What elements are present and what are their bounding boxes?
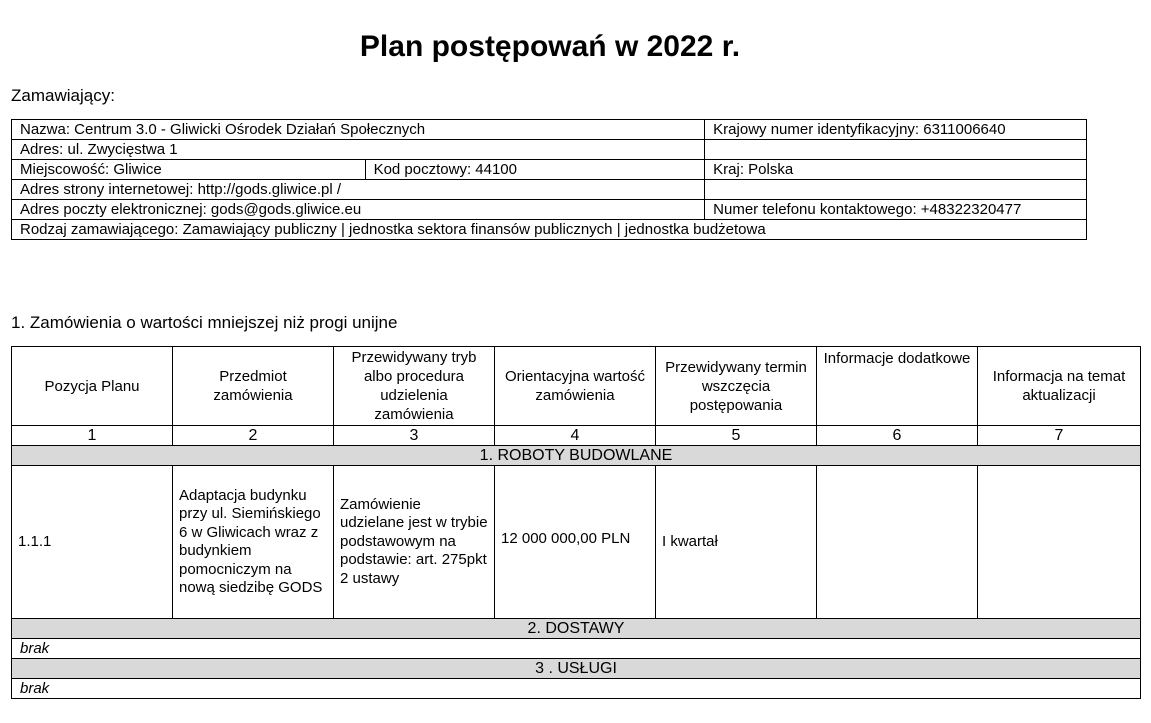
column-number: 1 — [12, 426, 173, 446]
item-aktualizacja — [978, 466, 1141, 619]
column-number: 5 — [656, 426, 817, 446]
info-kod-pocztowy: Kod pocztowy: 44100 — [365, 160, 705, 180]
info-email: Adres poczty elektronicznej: gods@gods.gliwice.eu — [12, 200, 705, 220]
category-row — [12, 446, 1141, 466]
section-heading: 1. Zamówienia o wartości mniejszej niż progi unijne — [11, 313, 398, 332]
info-rodzaj: Rodzaj zamawiającego: Zamawiający publiczny | jednostka sektora finansów publicznych | jednostka budżetowa — [12, 220, 1087, 240]
column-number: 7 — [978, 426, 1141, 446]
info-kraj: Kraj: Polska — [705, 160, 1087, 180]
info-empty-cell — [705, 180, 1087, 200]
table-row — [12, 679, 1141, 699]
category-dostawy: 2. DOSTAWY — [12, 619, 1141, 639]
category-uslugi: 3 . USŁUGI — [12, 659, 1141, 679]
item-tryb: Zamówienie udzielane jest w trybie podstawowym na podstawie: art. 275pkt 2 ustawy — [334, 466, 495, 619]
column-header: Przewidywany termin wszczęcia postępowania — [656, 347, 817, 426]
column-header: Informacje dodatkowe — [817, 347, 978, 426]
zamawiajacy-label: Zamawiający: — [11, 86, 115, 105]
column-number: 3 — [334, 426, 495, 446]
info-nazwa: Nazwa: Centrum 3.0 - Gliwicki Ośrodek Działań Społecznych — [12, 120, 705, 140]
info-krajowy-numer: Krajowy numer identyfikacyjny: 6311006640 — [705, 120, 1087, 140]
zamawiajacy-info-table — [11, 119, 1087, 240]
page-title: Plan postępowań w 2022 r. — [359, 30, 741, 63]
column-header: Pozycja Planu — [12, 347, 173, 426]
category-roboty-budowlane: 1. ROBOTY BUDOWLANE — [12, 446, 1141, 466]
column-header: Przedmiot zamówienia — [173, 347, 334, 426]
info-adres: Adres: ul. Zwycięstwa 1 — [12, 140, 705, 160]
item-pozycja: 1.1.1 — [12, 466, 173, 619]
brak-dostawy: brak — [12, 639, 1141, 659]
column-header: Przewidywany tryb albo procedura udzielenia zamówienia — [334, 347, 495, 426]
item-informacje — [817, 466, 978, 619]
column-number: 4 — [495, 426, 656, 446]
item-termin: I kwartał — [656, 466, 817, 619]
table-row — [12, 639, 1141, 659]
brak-uslugi: brak — [12, 679, 1141, 699]
item-przedmiot: Adaptacja budynku przy ul. Siemińskiego 6 w Gliwicach wraz z budynkiem pomocniczym na nową siedzibę GODS — [173, 466, 334, 619]
info-miejscowosc: Miejscowość: Gliwice — [12, 160, 366, 180]
category-row — [12, 659, 1141, 679]
column-number: 2 — [173, 426, 334, 446]
category-row — [12, 619, 1141, 639]
info-www: Adres strony internetowej: http://gods.gliwice.pl / — [12, 180, 705, 200]
plan-table — [11, 346, 1141, 699]
table-row — [12, 466, 1141, 619]
info-telefon: Numer telefonu kontaktowego: +48322320477 — [705, 200, 1087, 220]
column-numbers-row — [12, 426, 1141, 446]
column-number: 6 — [817, 426, 978, 446]
column-header: Informacja na temat aktualizacji — [978, 347, 1141, 426]
column-header: Orientacyjna wartość zamówienia — [495, 347, 656, 426]
info-empty-cell — [705, 140, 1087, 160]
item-wartosc: 12 000 000,00 PLN — [495, 466, 656, 619]
header-row — [12, 347, 1141, 426]
